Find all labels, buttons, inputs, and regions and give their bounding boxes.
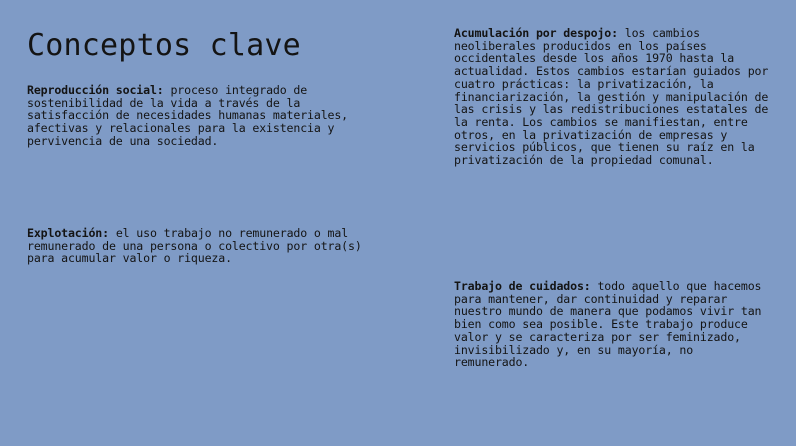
definition-term: Acumulación por despojo: xyxy=(454,26,618,40)
definition-explotacion xyxy=(27,227,372,265)
page-title: Conceptos clave xyxy=(27,28,301,63)
definition-term: Explotación: xyxy=(27,226,109,240)
definition-text: todo aquello que hacemos para mantener, dar continuidad y reparar nuestro mundo de manera que podamos vivir tan bien como sea posible. Este trabajo produce valor y se caracteriza por ser feminizado, invisibilizado y, en su mayoría, no remunerado. xyxy=(454,279,762,370)
definition-text: proceso integrado de sostenibilidad de la vida a través de la satisfacción de necesidades humanas materiales, afectivas y relacionales para la existencia y pervivencia de una sociedad. xyxy=(27,83,349,148)
definition-trabajo-de-cuidados xyxy=(454,280,774,369)
definition-text: los cambios neoliberales producidos en los países occidentales desde los años 1970 hasta la actualidad. Estos cambios estarían guiados por cuatro prácticas: la privatización, la financiarización, la gestión y manipulación de las crisis y las redistribuciones estatales de la renta. Los cambios se manifiestan, entre otros, en la privatización de empresas y servicios públicos, que tienen su raíz en la privatización de la propiedad comunal. xyxy=(454,26,769,168)
definition-reproduccion-social xyxy=(27,84,372,148)
definition-term: Reproducción social: xyxy=(27,83,164,97)
definition-term: Trabajo de cuidados: xyxy=(454,279,591,293)
definition-acumulacion-por-despojo xyxy=(454,27,774,167)
definition-text: el uso trabajo no remunerado o mal remunerado de una persona o colectivo por otra(s) para acumular valor o riqueza. xyxy=(27,226,362,266)
